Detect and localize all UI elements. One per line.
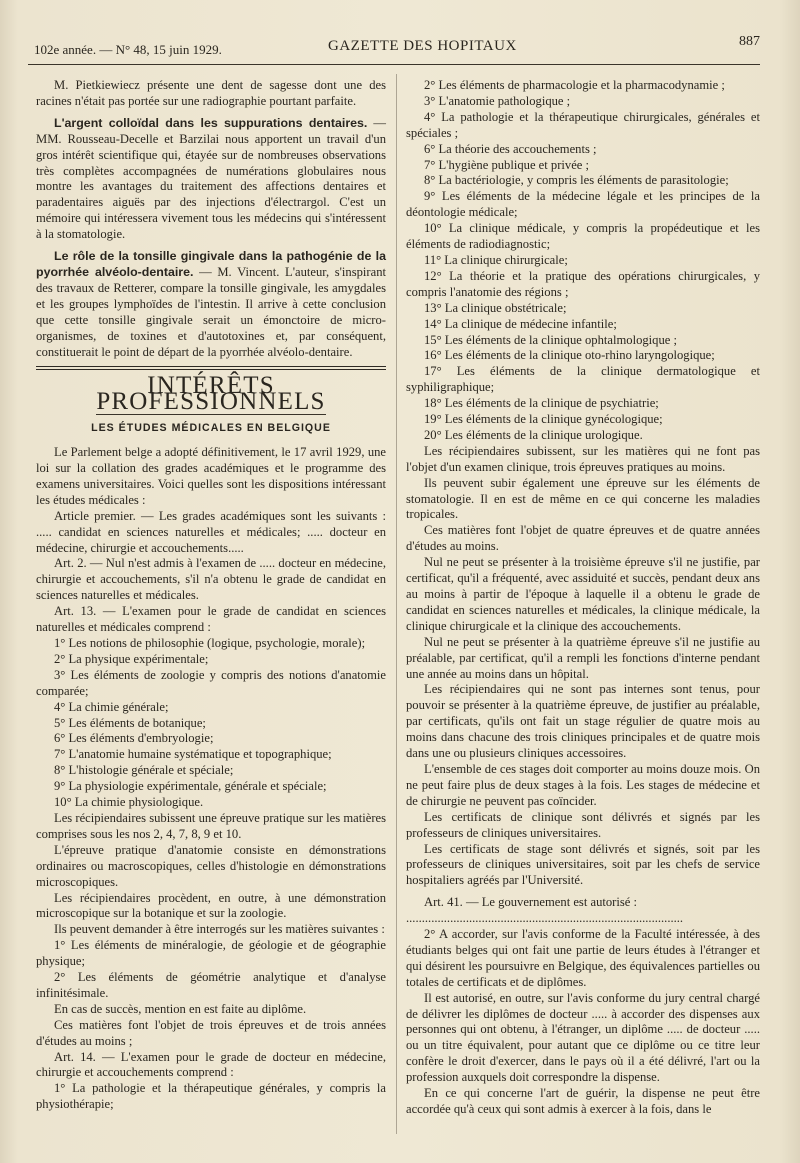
list-item: 10° La chimie physiologique. [54, 795, 204, 810]
list-item: 7° L'anatomie humaine systématique et topographique; [54, 747, 332, 762]
list-item: 3° Les éléments de zoologie y compris des notions d'anatomie comparée; [36, 667, 386, 698]
paragraph: Art. 2. — Nul n'est admis à l'examen de ..... docteur en médecine, chirurgie et accouchements, s'il n'a obtenu le grade de candidat en sciences naturelles et médicales. [36, 556, 386, 603]
paragraph: Art. 14. — L'examen pour le grade de docteur en médecine, chirurgie et accouchements comprend : [36, 1049, 386, 1080]
paragraph: Ils peuvent subir également une épreuve sur les éléments de stomatologie. Il en est de même en ce qui concerne les maladies tropicales. [406, 475, 760, 522]
paragraph: Les récipiendaires subissent une épreuve pratique sur les matières comprises sous les nos 2, 4, 7, 8, 9 et 10. [36, 810, 386, 841]
list-item: 19° Les éléments de la clinique gynécologique; [424, 412, 663, 427]
list-item: 3° L'anatomie pathologique ; [424, 93, 571, 108]
paragraph: En cas de succès, mention en est faite au diplôme. [54, 1001, 307, 1016]
issue-info: 102e année. — N° 48, 15 juin 1929. [34, 42, 222, 57]
list-item: 14° La clinique de médecine infantile; [424, 316, 617, 331]
list [36, 1081, 386, 1113]
list-item: 8° La bactériologie, y compris les éléments de parasitologie; [424, 173, 729, 188]
section-title: INTÉRÊTS PROFESSIONNELS [96, 372, 326, 416]
article-text: — M. Vincent. L'auteur, s'inspirant des travaux de Retterer, compare la tonsille gingivale, les amygdales et les groupes lymphoïdes de l'intestin. Il arrive à cette conclusion que cette tonsille gingivale serait un émonctoire de micro-organismes, de toxines et d'autotoxines et, par conséquent, constituerait le point de départ de la pyorrhée alvéolo-dentaire. [36, 264, 386, 359]
list [36, 636, 386, 811]
list-item: 1° Les notions de philosophie (logique, psychologie, morale); [54, 636, 366, 650]
paragraph: Les récipiendaires procèdent, en outre, à une démonstration microscopique sur la botanique et sur la zoologie. [36, 890, 386, 921]
paragraph: Ces matières font l'objet de trois épreuves et de trois années d'études au moins ; [36, 1017, 386, 1048]
list-item: 9° Les éléments de la médecine légale et les principes de la déontologie médicale; [406, 189, 760, 220]
list [36, 938, 386, 1002]
paragraph: 2° A accorder, sur l'avis conforme de la Faculté intéressée, à des étudiants belges qui ont fait une partie de leurs études à l'étranger et qui désirent les poursuivre en Belgique, des équivalences partielles ou totales de certificats et de diplômes. [406, 927, 760, 989]
page-number: 887 [739, 34, 760, 49]
list-item: 1° La pathologie et la thérapeutique générales, y compris la physiothérapie; [36, 1081, 386, 1112]
section-subtitle: LES ÉTUDES MÉDICALES EN BELGIQUE [91, 422, 331, 435]
paragraph: Les récipiendaires qui ne sont pas internes sont tenus, pour pouvoir se présenter à la quatrième épreuve, de justifier au préalable, par certificats, qu'ils ont fait un stage régulier de quatre mois au moins dans chacune des trois cliniques principales et de quatre mois dans une ou plusieurs cliniques accessoires. [406, 682, 760, 761]
article-text: — MM. Rousseau-Decelle et Barzilai nous apportent un travail d'un gros intérêt scientifique qui, étayée sur de nombreuses observations très complètes accompagnées de numérations globulaires nous montre les avantages du traitement des affections dentaires et paradentaires aiguës par des injections d'électrargol. C'est un mémoire qui intéressera vivement tous les médecins qui s'intéressent à la stomatologie. [36, 115, 386, 242]
paragraph: Nul ne peut se présenter à la troisième épreuve s'il ne justifie, par certificat, qu'il a fréquenté, avec assiduité et succès, pendant deux ans au moins à partir de l'époque à laquelle il a obtenu le grade de candidat en sciences naturelles et médicales, la clinique médicale, la clinique chirurgicale et la clinique des accouchements. [406, 555, 760, 633]
list-item: 7° L'hygiène publique et privée ; [424, 157, 590, 172]
list-item: 10° La clinique médicale, y compris la propédeutique et les éléments de radiodiagnostic; [406, 221, 760, 252]
ellipsis-line: ........................................................................................ [406, 911, 684, 926]
paragraph: Art. 13. — L'examen pour le grade de candidat en sciences naturelles et médicales comprend : [36, 604, 386, 635]
list-item: 20° Les éléments de la clinique urologique. [424, 427, 643, 442]
list-item: 1° Les éléments de minéralogie, de géologie et de géographie physique; [36, 938, 386, 969]
paragraph: Il est autorisé, en outre, sur l'avis conforme du jury central chargé de délivrer les diplômes de docteur ..... à accorder des dispenses aux personnes qui ont obtenu, à l'étranger, un diplôme ..... de docteur ..... ou un titre équivalent, pour autant que ce diplôme ou ce titre leur confère le droit d'exercer, dans le pays où il a été délivré, l'art ou la profession auxquels doit correspondre la dispense. [406, 990, 760, 1085]
list-item: 17° Les éléments de la clinique dermatologique et syphiligraphique; [406, 364, 760, 395]
list-item: 6° La théorie des accouchements ; [424, 141, 597, 156]
paragraph: L'épreuve pratique d'anatomie consiste en démonstrations ordinaires ou macroscopiques, celles d'histologie en démonstrations microscopiques. [36, 842, 386, 889]
list-item: 2° Les éléments de géométrie analytique et d'analyse infinitésimale. [36, 970, 386, 1000]
list-item: 2° La physique expérimentale; [54, 651, 209, 666]
paragraph: Les récipiendaires subissent, sur les matières qui ne font pas l'objet d'un examen clinique, trois épreuves pratiques au moins. [406, 443, 760, 474]
paragraph: Nul ne peut se présenter à la quatrième épreuve s'il ne justifie au préalable, par certificat, qu'il a rempli les fonctions d'interne pendant une année au moins dans un hôpital. [406, 634, 760, 681]
paragraph: Ces matières font l'objet de quatre épreuves et de quatre années d'études au moins. [406, 523, 760, 554]
paragraph: Ils peuvent demander à être interrogés sur les matières suivantes : [54, 922, 385, 937]
paragraph: M. Pietkiewiecz présente une dent de sagesse dont une des racines n'était pas portée sur une radiographie pourtant parfaite. [36, 78, 386, 108]
article-heading: Art. 41. — Le gouvernement est autorisé : [424, 895, 637, 910]
paragraph: Article premier. — Les grades académiques sont les suivants : ..... candidat en sciences naturelles et médicales; ..... docteur en médecine, chirurgie et accouchements..... [36, 508, 386, 555]
paragraph: Le Parlement belge a adopté définitivement, le 17 avril 1929, une loi sur la collation des grades académiques et le programme des examens universitaires. Voici quelles sont les dispositions intéressant les études médicales : [36, 445, 386, 507]
paragraph: Les certificats de clinique sont délivrés et signés par les professeurs de cliniques universitaires. [406, 809, 760, 840]
list-item: 16° Les éléments de la clinique oto-rhino laryngologique; [424, 348, 715, 363]
article-heading: L'argent colloïdal dans les suppurations dentaires. [54, 115, 368, 130]
list-item: 4° La chimie générale; [54, 699, 169, 714]
left-column [36, 78, 386, 1113]
page-header [28, 34, 760, 65]
list-item: 8° L'histologie générale et spéciale; [54, 763, 234, 778]
list [406, 78, 760, 444]
column-divider [396, 74, 397, 1134]
right-column [406, 78, 760, 1118]
list-item: 18° Les éléments de la clinique de psychiatrie; [424, 396, 659, 411]
paragraph: En ce qui concerne l'art de guérir, la dispense ne peut être accordée qu'à ceux qui sont admis à exercer à la fois, dans le [406, 1086, 760, 1116]
paragraph [36, 116, 386, 243]
list-item: 15° Les éléments de la clinique ophtalmologique ; [424, 332, 678, 347]
paragraph: Les certificats de stage sont délivrés et signés, soit par les professeurs de cliniques universitaires, soit par les chefs de service hospitaliers agréés par l'Université. [406, 841, 760, 888]
paragraph [36, 249, 386, 360]
section-rule [36, 366, 386, 370]
article-heading: Le rôle de la tonsille gingivale dans la pathogénie de la pyorrhée alvéolo-dentaire. [36, 249, 386, 279]
list-item: 12° La théorie et la pratique des opérations chirurgicales, y compris l'anatomie des régions ; [406, 268, 760, 299]
list-item: 2° Les éléments de pharmacologie et la pharmacodynamie ; [424, 78, 725, 92]
list-item: 4° La pathologie et la thérapeutique chirurgicales, générales et spéciales ; [406, 109, 760, 140]
list-item: 11° La clinique chirurgicale; [424, 252, 568, 267]
list-item: 5° Les éléments de botanique; [54, 715, 206, 730]
journal-title: GAZETTE DES HOPITAUX [328, 38, 517, 54]
list-item: 6° Les éléments d'embryologie; [54, 731, 214, 746]
list-item: 9° La physiologie expérimentale, générale et spéciale; [54, 779, 327, 794]
list-item: 13° La clinique obstétricale; [424, 300, 567, 315]
paragraph: L'ensemble de ces stages doit comporter au moins douze mois. On ne peut faire plus de deux stages à la fois. Les stages de médecine et de chirurgie ne peuvent pas coïncider. [406, 761, 760, 808]
